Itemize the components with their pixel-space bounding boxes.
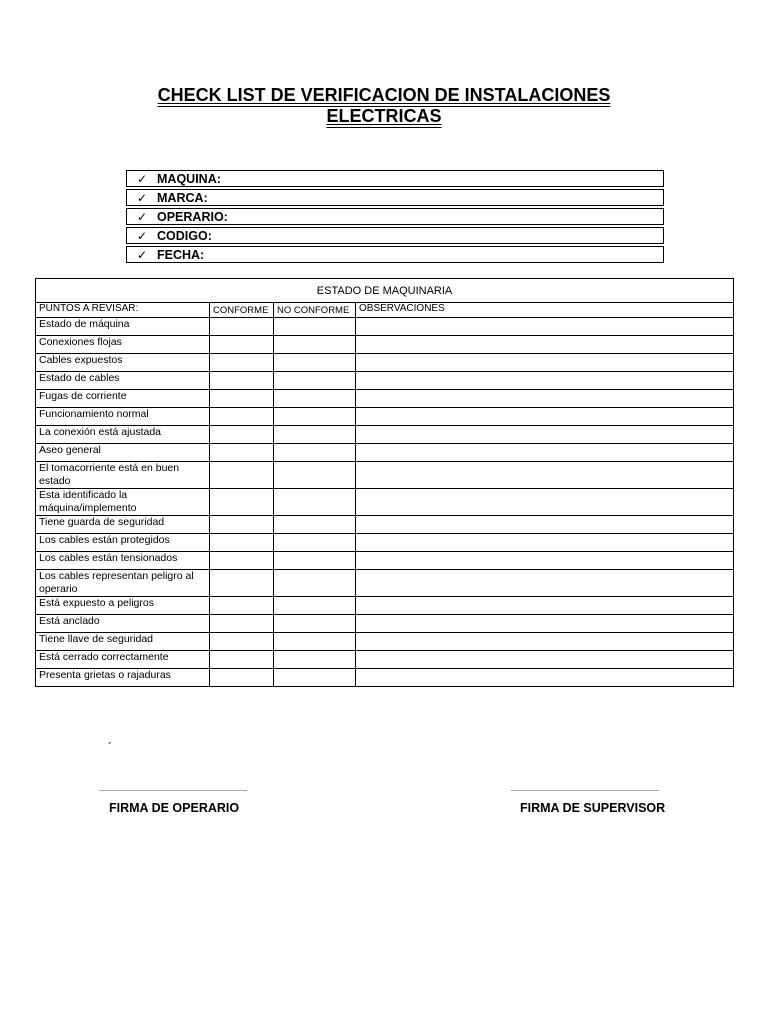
no-conforme-cell[interactable] [274,597,356,615]
observaciones-cell[interactable] [356,390,734,408]
conforme-cell[interactable] [210,552,274,570]
table-body [36,318,734,687]
observaciones-cell[interactable] [356,552,734,570]
table-row [36,390,734,408]
info-field-label: MAQUINA: [157,171,221,186]
observaciones-cell[interactable] [356,615,734,633]
no-conforme-cell[interactable] [274,651,356,669]
info-fields [126,170,664,265]
conforme-cell[interactable] [210,426,274,444]
signature-mark: ´ [108,740,112,754]
info-field-label: MARCA: [157,190,208,205]
check-point-cell: Está cerrado correctamente [36,651,210,669]
table-row [36,534,734,552]
checkmark-icon: ✓ [136,190,148,205]
check-point-cell: Estado de cables [36,372,210,390]
table-row [36,336,734,354]
observaciones-cell[interactable] [356,444,734,462]
check-point-cell: Tiene guarda de seguridad [36,516,210,534]
conforme-cell[interactable] [210,534,274,552]
check-point-cell: Aseo general [36,444,210,462]
checkmark-icon: ✓ [136,247,148,262]
info-field-row [126,246,664,263]
table-row [36,489,734,516]
no-conforme-cell[interactable] [274,534,356,552]
table-row [36,669,734,687]
no-conforme-cell[interactable] [274,462,356,489]
column-header-observaciones: OBSERVACIONES [356,303,734,318]
no-conforme-cell[interactable] [274,615,356,633]
table-row [36,597,734,615]
check-point-cell: El tomacorriente está en buen estado [36,462,210,489]
table-row [36,462,734,489]
observaciones-cell[interactable] [356,336,734,354]
supervisor-signature-line [511,790,659,791]
page-title [0,85,768,127]
table-row [36,372,734,390]
check-point-cell: Está anclado [36,615,210,633]
observaciones-cell[interactable] [356,633,734,651]
no-conforme-cell[interactable] [274,669,356,687]
table-row [36,633,734,651]
info-field-row [126,227,664,244]
no-conforme-cell[interactable] [274,336,356,354]
observaciones-cell[interactable] [356,372,734,390]
check-point-cell: Conexiones flojas [36,336,210,354]
check-point-cell: Cables expuestos [36,354,210,372]
table-row [36,318,734,336]
check-point-cell: Esta identificado la máquina/implemento [36,489,210,516]
conforme-cell[interactable] [210,354,274,372]
no-conforme-cell[interactable] [274,426,356,444]
conforme-cell[interactable] [210,336,274,354]
title-line-2: ELECTRICAS [326,106,442,126]
no-conforme-cell[interactable] [274,570,356,597]
observaciones-cell[interactable] [356,516,734,534]
info-field-label: FECHA: [157,247,205,262]
column-header-conforme: CONFORME [210,303,274,318]
conforme-cell[interactable] [210,516,274,534]
checkmark-icon: ✓ [136,228,148,243]
observaciones-cell[interactable] [356,570,734,597]
check-point-cell: La conexión está ajustada [36,426,210,444]
observaciones-cell[interactable] [356,354,734,372]
observaciones-cell[interactable] [356,597,734,615]
title-line-1: CHECK LIST DE VERIFICACION DE INSTALACIONES [157,85,611,105]
conforme-cell[interactable] [210,444,274,462]
no-conforme-cell[interactable] [274,444,356,462]
info-field-row [126,189,664,206]
check-point-cell: Los cables representan peligro al operario [36,570,210,597]
conforme-cell[interactable] [210,669,274,687]
check-point-cell: Funcionamiento normal [36,408,210,426]
check-point-cell: Tiene llave de seguridad [36,633,210,651]
check-point-cell: Los cables están protegidos [36,534,210,552]
no-conforme-cell[interactable] [274,372,356,390]
table-row [36,570,734,597]
checkmark-icon: ✓ [136,171,148,186]
observaciones-cell[interactable] [356,669,734,687]
conforme-cell[interactable] [210,390,274,408]
conforme-cell[interactable] [210,372,274,390]
conforme-cell[interactable] [210,615,274,633]
observaciones-cell[interactable] [356,408,734,426]
conforme-cell[interactable] [210,597,274,615]
operator-signature-label: FIRMA DE OPERARIO [109,801,240,815]
no-conforme-cell[interactable] [274,633,356,651]
no-conforme-cell[interactable] [274,516,356,534]
table-row [36,651,734,669]
conforme-cell[interactable] [210,570,274,597]
table-row [36,615,734,633]
info-field-row [126,170,664,187]
observaciones-cell[interactable] [356,426,734,444]
checkmark-icon: ✓ [136,209,148,224]
table-row [36,426,734,444]
supervisor-signature-label: FIRMA DE SUPERVISOR [520,801,666,815]
observaciones-cell[interactable] [356,651,734,669]
conforme-cell[interactable] [210,318,274,336]
conforme-cell[interactable] [210,651,274,669]
no-conforme-cell[interactable] [274,408,356,426]
table-header: ESTADO DE MAQUINARIA [36,279,734,303]
no-conforme-cell[interactable] [274,552,356,570]
table-row [36,552,734,570]
no-conforme-cell[interactable] [274,318,356,336]
observaciones-cell[interactable] [356,489,734,516]
table-row [36,354,734,372]
observaciones-cell[interactable] [356,462,734,489]
observaciones-cell[interactable] [356,534,734,552]
check-point-cell: Fugas de corriente [36,390,210,408]
table-row [36,444,734,462]
no-conforme-cell[interactable] [274,354,356,372]
info-field-label: OPERARIO: [157,209,228,224]
no-conforme-cell[interactable] [274,390,356,408]
info-field-label: CODIGO: [157,228,212,243]
checklist-table [35,278,734,687]
info-field-row [126,208,664,225]
check-point-cell: Está expuesto a peligros [36,597,210,615]
observaciones-cell[interactable] [356,318,734,336]
conforme-cell[interactable] [210,489,274,516]
conforme-cell[interactable] [210,462,274,489]
column-header-no-conforme: NO CONFORME [274,303,356,318]
conforme-cell[interactable] [210,633,274,651]
operator-signature-line [99,790,247,791]
column-header-points: PUNTOS A REVISAR: [36,303,210,318]
table-row [36,516,734,534]
table-row [36,408,734,426]
check-point-cell: Los cables están tensionados [36,552,210,570]
conforme-cell[interactable] [210,408,274,426]
check-point-cell: Estado de máquina [36,318,210,336]
check-point-cell: Presenta grietas o rajaduras [36,669,210,687]
no-conforme-cell[interactable] [274,489,356,516]
